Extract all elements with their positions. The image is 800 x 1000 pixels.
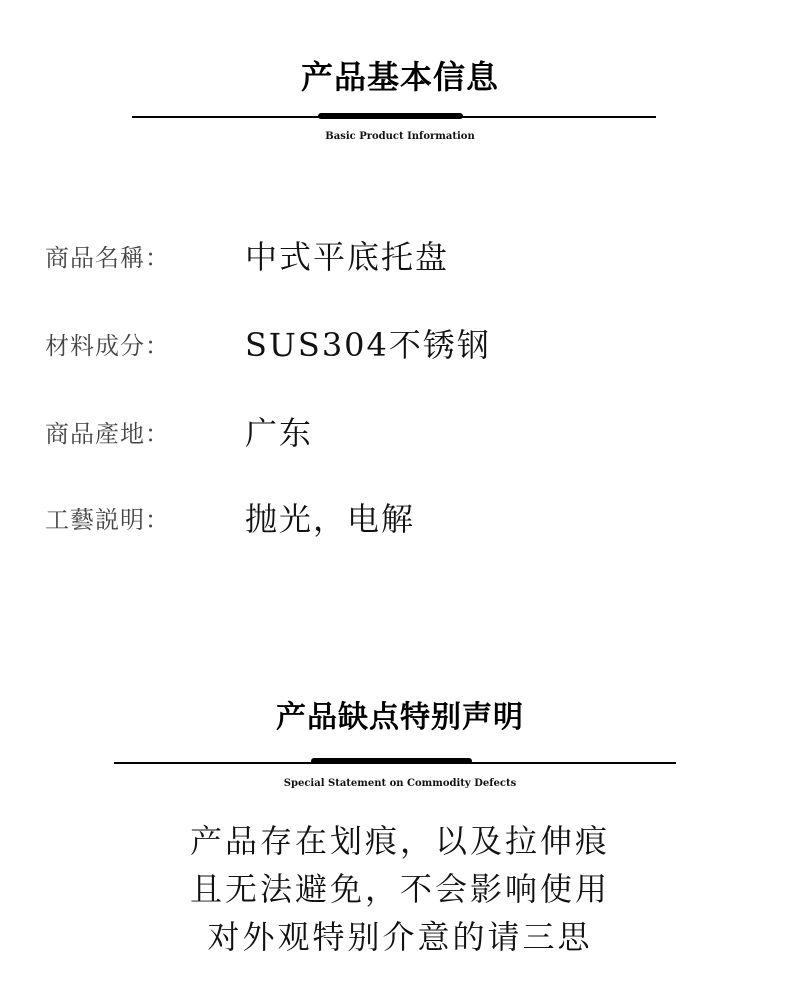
statement-line: 产品存在划痕，以及拉伸痕 [189,822,610,860]
info-row-material [0,316,800,366]
info-value: 广东 [245,414,314,452]
info-row-name [0,228,800,278]
defects-statement-divider-accent [311,758,472,764]
info-value: SUS304不锈钢 [245,326,491,364]
info-row-process [0,490,800,540]
info-row-origin [0,404,800,454]
info-label: 工藝説明： [45,506,170,534]
defects-statement-subtitle: Special Statement on Commodity Defects [283,778,517,789]
info-value: 中式平底托盘 [245,238,450,276]
defects-statement-title: 产品缺点特别声明 [276,700,524,735]
statement-line: 且无法避免，不会影响使用 [189,870,610,908]
info-label: 商品產地： [45,420,170,448]
info-value: 抛光，电解 [245,500,416,538]
basic-info-title: 产品基本信息 [300,58,499,96]
basic-info-subtitle: Basic Product Information [325,131,475,142]
info-label: 材料成分： [45,332,170,360]
statement-line: 对外观特别介意的请三思 [207,918,593,956]
basic-info-divider-accent [318,113,463,119]
info-label: 商品名稱： [45,244,170,272]
